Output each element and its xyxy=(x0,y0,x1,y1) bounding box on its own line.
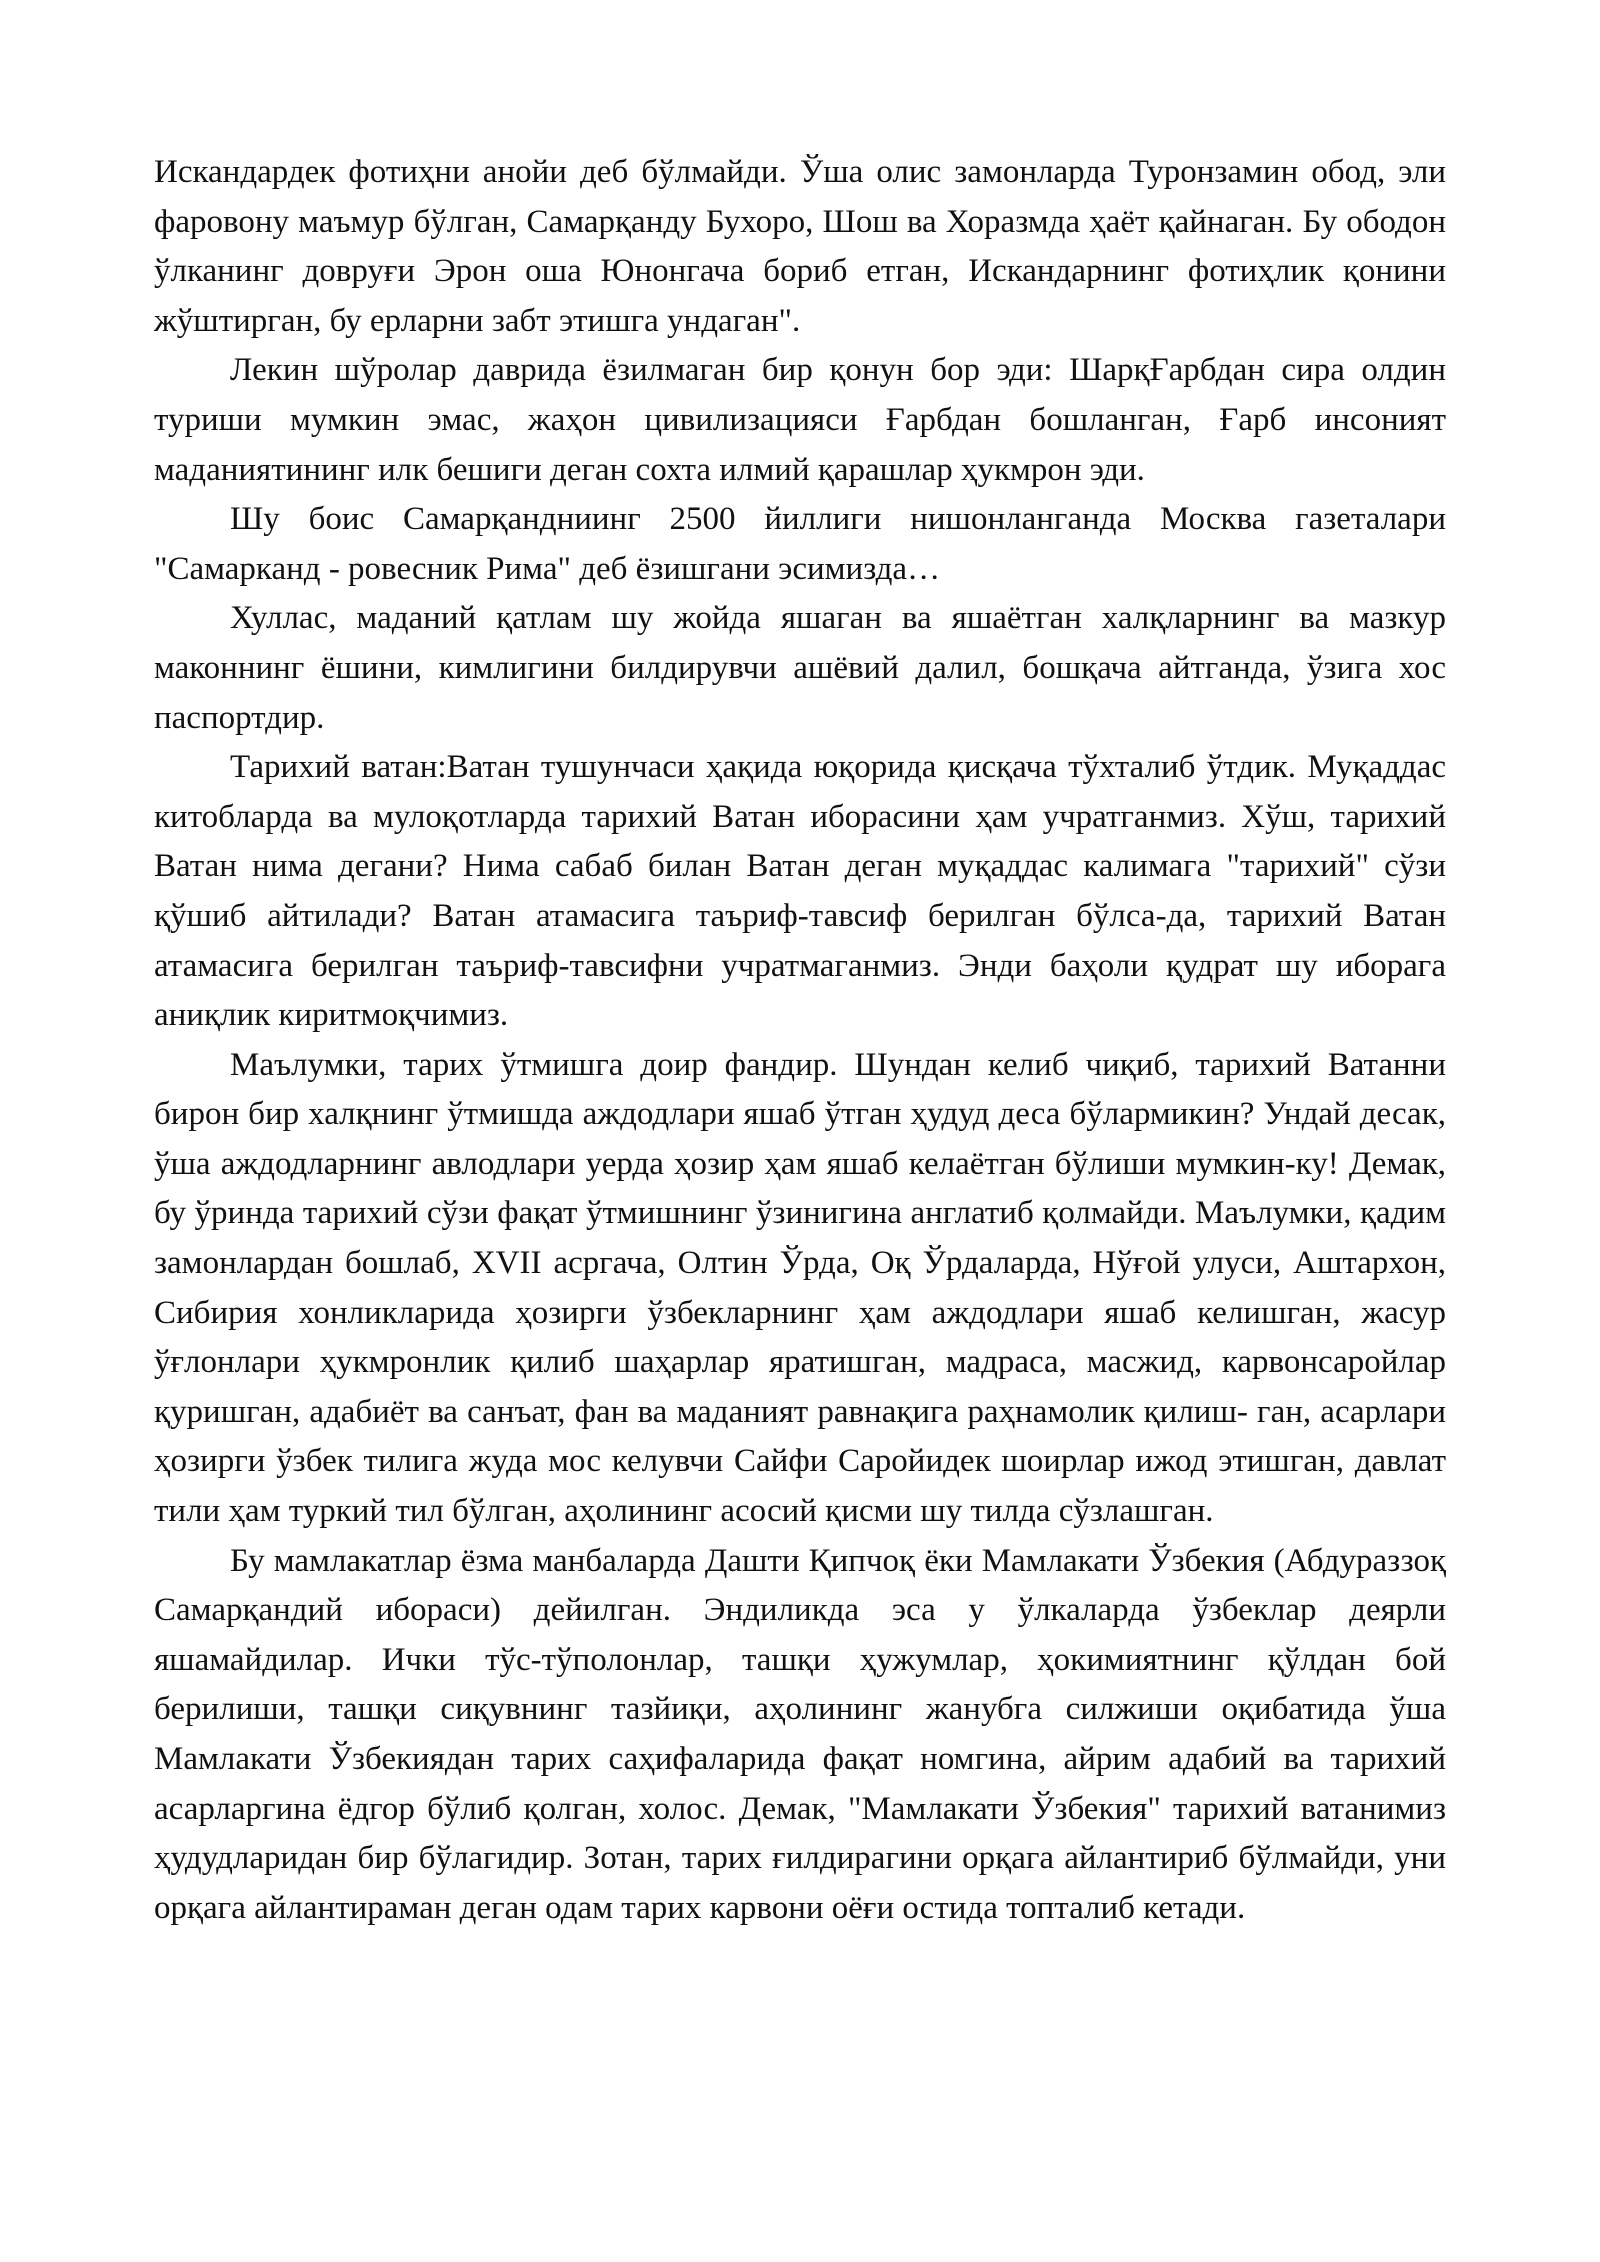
paragraph-5: Тарихий ватан:Ватан тушунчаси ҳақида юқорида қисқача тўхталиб ўтдик. Муқаддас китобларда ва мулоқотларда тарихий Ватан иборасини ҳам учратганмиз. Хўш, тарихий Ватан нима дегани? Нима сабаб билан Ватан деган муқаддас калимага "тарихий" сўзи қўшиб айтилади? Ватан атамасига таъриф-тавсиф берилган бўлса-да, тарихий Ватан атамасига берилган таъриф-тавсифни учратмаганмиз. Энди баҳоли қудрат шу иборага аниқлик киритмоқчимиз. xyxy=(154,749,1446,1034)
paragraph-7: Бу мамлакатлар ёзма манбаларда Дашти Қипчоқ ёки Мамлакати Ўзбекия (Абдураззоқ Самарқандий ибораси) дейилган. Эндиликда эса у ўлкаларда ўзбеклар деярли яшамайдилар. Ички тўс-тўполонлар, ташқи ҳужумлар, ҳокимиятнинг қўлдан бой берилиши, ташқи сиқувнинг тазйиқи, аҳолининг жанубга силжиши оқибатида ўша Мамлакати Ўзбекиядан тарих саҳифаларида фақат номгина, айрим адабий ва тарихий асарларгина ёдгор бўлиб қолган, холос. Демак, "Мамлакати Ўзбекия" тарихий ватанимиз ҳудудларидан бир бўлагидир. Зотан, тарих ғилдирагини орқага айлантириб бўлмайди, уни орқага айлантираман деган одам тарих карвони оёғи остида топталиб кетади. xyxy=(154,1542,1446,1926)
paragraph-2: Лекин шўролар даврида ёзилмаган бир қонун бор эди: ШарқҒарбдан сира олдин туриши мумкин эмас, жаҳон цивилизацияси Ғарбдан бошланган, Ғарб инсоният маданиятининг илк бешиги деган сохта илмий қарашлар ҳукмрон эди. xyxy=(154,352,1446,488)
paragraph-3: Шу боис Самарқандниинг 2500 йиллиги нишонланганда Москва газеталари "Самарканд - ровесник Рима" деб ёзишгани эсимизда… xyxy=(154,501,1446,587)
paragraph-1: Искандардек фотиҳни анойи деб бўлмайди. Ўша олис замонларда Туронзамин обод, эли фаровону маъмур бўлган, Самарқанду Бухоро, Шош ва Хоразмда ҳаёт қайнаган. Бу ободон ўлканинг довруғи Эрон оша Юнонгача бориб етган, Искандарнинг фотиҳлик қонини жўштирган, бу ерларни забт этишга ундаган". xyxy=(154,154,1446,339)
paragraph-4: Хуллас, маданий қатлам шу жойда яшаган ва яшаётган халқларнинг ва мазкур маконнинг ёшини, кимлигини билдирувчи ашёвий далил, бошқача айтганда, ўзига хос паспортдир. xyxy=(154,600,1446,736)
document-page xyxy=(154,148,1446,1933)
paragraph-6: Маълумки, тарих ўтмишга доир фандир. Шундан келиб чиқиб, тарихий Ватанни бирон бир халқнинг ўтмишда аждодлари яшаб ўтган ҳудуд деса бўлармикин? Ундай десак, ўша аждодларнинг авлодлари уерда ҳозир ҳам яшаб келаётган бўлиши мумкин-ку! Демак, бу ўринда тарихий сўзи фақат ўтмишнинг ўзинигина англатиб қолмайди. Маълумки, қадим замонлардан бошлаб, XVII асргача, Олтин Ўрда, Оқ Ўрдаларда, Нўғой улуси, Аштархон, Сибирия хонликларида ҳозирги ўзбекларнинг ҳам аждодлари яшаб келишган, жасур ўғлонлари ҳукмронлик қилиб шаҳарлар яратишган, мадраса, масжид, карвонсаройлар қуришган, адабиёт ва санъат, фан ва маданият равнақига раҳнамолик қилиш- ган, асарлари ҳозирги ўзбек тилига жуда мос келувчи Сайфи Саройидек шоирлар ижод этишган, давлат тили ҳам туркий тил бўлган, аҳолининг асосий қисми шу тилда сўзлашган. xyxy=(154,1046,1446,1530)
